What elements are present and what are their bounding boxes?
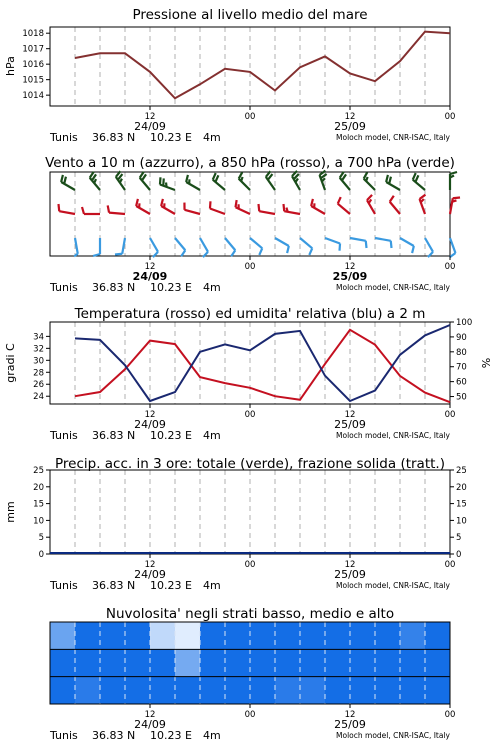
wind-barb xyxy=(116,171,125,190)
temp-rh-ytick-right-label: 80 xyxy=(456,347,467,358)
wind-barb xyxy=(239,172,250,190)
temp-rh-title: Temperatura (rosso) ed umidita' relativa (blu) a 2 m xyxy=(74,306,426,322)
temp-rh-ytick-label: 34 xyxy=(33,332,44,343)
wind-date-label: 25/09 xyxy=(332,270,368,283)
precip-location-name: Tunis xyxy=(50,579,78,592)
temp-rh-ytick-label: 24 xyxy=(33,392,44,403)
temp-rh-date-label: 24/09 xyxy=(134,418,166,431)
wind-barb xyxy=(450,197,460,214)
cloud-cell xyxy=(425,649,451,677)
clouds-location-lat: 36.83 N xyxy=(92,729,136,742)
cloud-cell xyxy=(300,622,326,650)
wind-barb xyxy=(90,172,100,190)
pressure-ytick-label: 1015 xyxy=(22,75,44,86)
wind-barb xyxy=(367,195,375,214)
precip-ytick-label: 20 xyxy=(33,482,44,493)
wind-barb xyxy=(338,197,350,214)
clouds-xtick-label: 00 xyxy=(244,710,256,720)
temp-rh-series-line-0 xyxy=(75,330,450,402)
cloud-cell xyxy=(425,622,451,650)
temp-rh-ytick-right-label: 50 xyxy=(456,392,467,403)
wind-barb xyxy=(390,196,400,214)
precip-model-credit: Moloch model, CNR-ISAC, Italy xyxy=(336,581,450,590)
cloud-cell xyxy=(300,649,326,677)
wind-barb xyxy=(161,199,175,214)
cloud-cell xyxy=(350,622,376,650)
wind-barb xyxy=(425,238,433,257)
wind-barb xyxy=(340,172,350,190)
temp-rh-xtick-label: 00 xyxy=(244,410,256,420)
precip-xtick-label: 12 xyxy=(144,560,156,570)
pressure-title: Pressione al livello medio del mare xyxy=(132,7,368,23)
clouds-model-credit: Moloch model, CNR-ISAC, Italy xyxy=(336,731,450,740)
cloud-cell xyxy=(175,622,201,650)
precip-xtick-label: 00 xyxy=(444,560,456,570)
wind-barb xyxy=(108,205,125,214)
cloud-cell xyxy=(325,622,351,650)
wind-panel xyxy=(45,155,460,294)
cloud-cell xyxy=(400,677,426,705)
clouds-location-alt: 4m xyxy=(203,729,221,742)
wind-barb xyxy=(160,177,175,190)
wind-barb xyxy=(292,171,300,190)
cloud-cell xyxy=(400,649,426,677)
wind-barb xyxy=(386,175,400,190)
wind-barb xyxy=(175,238,185,256)
temp-rh-ytick-right-label: 60 xyxy=(456,377,467,388)
temp-rh-model-credit: Moloch model, CNR-ISAC, Italy xyxy=(336,431,450,440)
cloud-cell xyxy=(125,677,151,705)
clouds-date-label: 24/09 xyxy=(134,718,166,731)
wind-barb xyxy=(82,207,100,214)
clouds-panel xyxy=(49,606,455,742)
pressure-date-label: 25/09 xyxy=(334,120,366,133)
cloud-cell xyxy=(125,649,151,677)
pressure-location-lon: 10.23 E xyxy=(150,131,192,144)
cloud-cell xyxy=(50,649,76,677)
clouds-xtick-label: 00 xyxy=(444,710,456,720)
wind-barb xyxy=(250,238,262,255)
cloud-cell xyxy=(250,622,276,650)
cloud-cell xyxy=(275,649,301,677)
cloud-cell xyxy=(175,677,201,705)
wind-xtick-label: 00 xyxy=(244,262,256,272)
precip-ytick-label: 5 xyxy=(38,533,44,544)
wind-xtick-label: 12 xyxy=(144,262,156,272)
pressure-ytick-label: 1017 xyxy=(22,44,44,55)
wind-barb xyxy=(258,204,275,214)
clouds-location-lon: 10.23 E xyxy=(150,729,192,742)
cloud-cell xyxy=(425,677,451,705)
cloud-cell xyxy=(100,677,126,705)
precip-location-lat: 36.83 N xyxy=(92,579,136,592)
pressure-xtick-label: 12 xyxy=(144,112,156,122)
wind-barb xyxy=(235,200,250,214)
clouds-xtick-label: 12 xyxy=(344,710,356,720)
wind-barb xyxy=(400,238,414,253)
precip-ytick-right-label: 15 xyxy=(456,499,467,510)
cloud-cell xyxy=(325,677,351,705)
wind-barb xyxy=(93,238,100,256)
wind-barb xyxy=(186,175,200,190)
cloud-cell xyxy=(150,622,176,650)
cloud-cell xyxy=(275,622,301,650)
wind-barb xyxy=(150,238,158,257)
cloud-cell xyxy=(50,622,76,650)
cloud-cell xyxy=(325,649,351,677)
temp-rh-xtick-label: 00 xyxy=(444,410,456,420)
temp-rh-location-lat: 36.83 N xyxy=(92,429,136,442)
cloud-cell xyxy=(275,677,301,705)
cloud-cell xyxy=(225,622,251,650)
cloud-cell xyxy=(175,649,201,677)
temp-rh-ytick-right-label: 100 xyxy=(456,318,473,328)
cloud-cell xyxy=(375,622,401,650)
wind-barb xyxy=(325,238,340,251)
wind-barb xyxy=(225,238,235,256)
cloud-cell xyxy=(250,649,276,677)
cloud-cell xyxy=(350,649,376,677)
wind-barb xyxy=(140,172,150,190)
pressure-ytick-label: 1018 xyxy=(22,29,44,40)
precip-xtick-label: 12 xyxy=(344,560,356,570)
wind-barb xyxy=(115,238,125,255)
temp-rh-location-alt: 4m xyxy=(203,429,221,442)
wind-barb xyxy=(283,204,300,214)
cloud-cell xyxy=(200,677,226,705)
cloud-cell xyxy=(225,677,251,705)
precip-ytick-label: 0 xyxy=(38,550,44,560)
precip-ytick-right-label: 10 xyxy=(456,516,467,527)
temp-rh-xtick-label: 12 xyxy=(144,410,156,420)
pressure-panel xyxy=(4,7,455,144)
cloud-cell xyxy=(75,677,101,705)
wind-barb xyxy=(266,171,275,190)
cloud-cell xyxy=(100,622,126,650)
temp-rh-location-name: Tunis xyxy=(50,429,78,442)
pressure-location-alt: 4m xyxy=(203,131,221,144)
precip-title: Precip. acc. in 3 ore: totale (verde), frazione solida (tratt.) xyxy=(55,456,445,472)
cloud-cell xyxy=(225,649,251,677)
cloud-cell xyxy=(300,677,326,705)
pressure-location-lat: 36.83 N xyxy=(92,131,136,144)
wind-location-name: Tunis xyxy=(50,281,78,294)
wind-barb xyxy=(350,238,367,248)
pressure-xtick-label: 12 xyxy=(344,112,356,122)
temp-rh-location-lon: 10.23 E xyxy=(150,429,192,442)
wind-xtick-label: 12 xyxy=(344,262,356,272)
pressure-ytick-label: 1016 xyxy=(22,60,44,71)
cloud-cell xyxy=(125,622,151,650)
cloud-cell xyxy=(400,622,426,650)
cloud-cell xyxy=(150,677,176,705)
precip-ytick-label: 15 xyxy=(33,499,44,510)
temp-rh-ytick-label: 30 xyxy=(33,356,44,367)
temp-rh-xtick-label: 12 xyxy=(344,410,356,420)
wind-barb xyxy=(320,171,327,190)
wind-barb xyxy=(184,203,200,214)
wind-barb xyxy=(213,173,225,190)
temp-rh-ylabel: gradi C xyxy=(4,343,17,383)
cloud-cell xyxy=(200,649,226,677)
cloud-cell xyxy=(350,677,376,705)
temp-rh-panel xyxy=(4,306,493,442)
cloud-cell xyxy=(100,649,126,677)
clouds-location-name: Tunis xyxy=(50,729,78,742)
precip-ytick-right-label: 25 xyxy=(456,466,467,476)
precip-ytick-right-label: 0 xyxy=(456,550,462,560)
wind-barb xyxy=(210,201,225,214)
temp-rh-ylabel-right: % xyxy=(480,357,493,369)
clouds-title: Nuvolosita' negli strati basso, medio e alto xyxy=(105,606,395,622)
precip-date-label: 25/09 xyxy=(334,568,366,581)
precip-date-label: 24/09 xyxy=(134,568,166,581)
cloud-cell xyxy=(75,622,101,650)
wind-barb xyxy=(300,238,312,255)
cloud-cell xyxy=(250,677,276,705)
wind-date-label: 24/09 xyxy=(132,270,168,283)
temp-rh-ytick-right-label: 90 xyxy=(456,332,467,343)
cloud-cell xyxy=(200,622,226,650)
temp-rh-ytick-label: 32 xyxy=(33,344,44,355)
precip-panel xyxy=(4,456,467,592)
wind-xtick-label: 00 xyxy=(444,262,456,272)
wind-barb xyxy=(375,238,392,248)
pressure-series-line xyxy=(75,32,450,99)
cloud-cell xyxy=(75,649,101,677)
pressure-ytick-label: 1014 xyxy=(22,91,44,102)
wind-location-lat: 36.83 N xyxy=(92,281,136,294)
cloud-cell xyxy=(150,649,176,677)
wind-model-credit: Moloch model, CNR-ISAC, Italy xyxy=(336,283,450,292)
wind-barb xyxy=(311,199,325,214)
wind-barb xyxy=(420,195,426,214)
pressure-date-label: 24/09 xyxy=(134,120,166,133)
precip-ytick-label: 25 xyxy=(33,466,44,476)
cloud-cell xyxy=(50,677,76,705)
wind-barb xyxy=(275,238,289,253)
pressure-xtick-label: 00 xyxy=(444,112,456,122)
pressure-model-credit: Moloch model, CNR-ISAC, Italy xyxy=(336,133,450,142)
wind-barb xyxy=(364,172,375,190)
temp-rh-ytick-label: 28 xyxy=(33,368,44,379)
clouds-date-label: 25/09 xyxy=(334,718,366,731)
precip-xtick-label: 00 xyxy=(244,560,256,570)
pressure-ylabel: hPa xyxy=(4,56,17,76)
cloud-cell xyxy=(375,677,401,705)
wind-location-lon: 10.23 E xyxy=(150,281,192,294)
wind-barb xyxy=(413,173,425,190)
wind-barb xyxy=(61,175,75,190)
precip-ytick-right-label: 20 xyxy=(456,482,467,493)
temp-rh-ytick-label: 26 xyxy=(33,380,44,391)
precip-location-lon: 10.23 E xyxy=(150,579,192,592)
wind-barb xyxy=(200,238,208,257)
temp-rh-ytick-right-label: 70 xyxy=(456,362,467,373)
wind-title: Vento a 10 m (azzurro), a 850 hPa (rosso), a 700 hPa (verde) xyxy=(45,155,455,171)
pressure-xtick-label: 00 xyxy=(244,112,256,122)
cloud-cell xyxy=(375,649,401,677)
precip-location-alt: 4m xyxy=(203,579,221,592)
wind-barb xyxy=(136,199,150,214)
precip-ytick-label: 10 xyxy=(33,516,44,527)
temp-rh-date-label: 25/09 xyxy=(334,418,366,431)
precip-ylabel: mm xyxy=(4,501,17,523)
clouds-xtick-label: 12 xyxy=(144,710,156,720)
pressure-location-name: Tunis xyxy=(50,131,78,144)
precip-ytick-right-label: 5 xyxy=(456,533,462,544)
wind-barb xyxy=(450,172,457,190)
wind-barb xyxy=(58,204,75,214)
wind-location-alt: 4m xyxy=(203,281,221,294)
